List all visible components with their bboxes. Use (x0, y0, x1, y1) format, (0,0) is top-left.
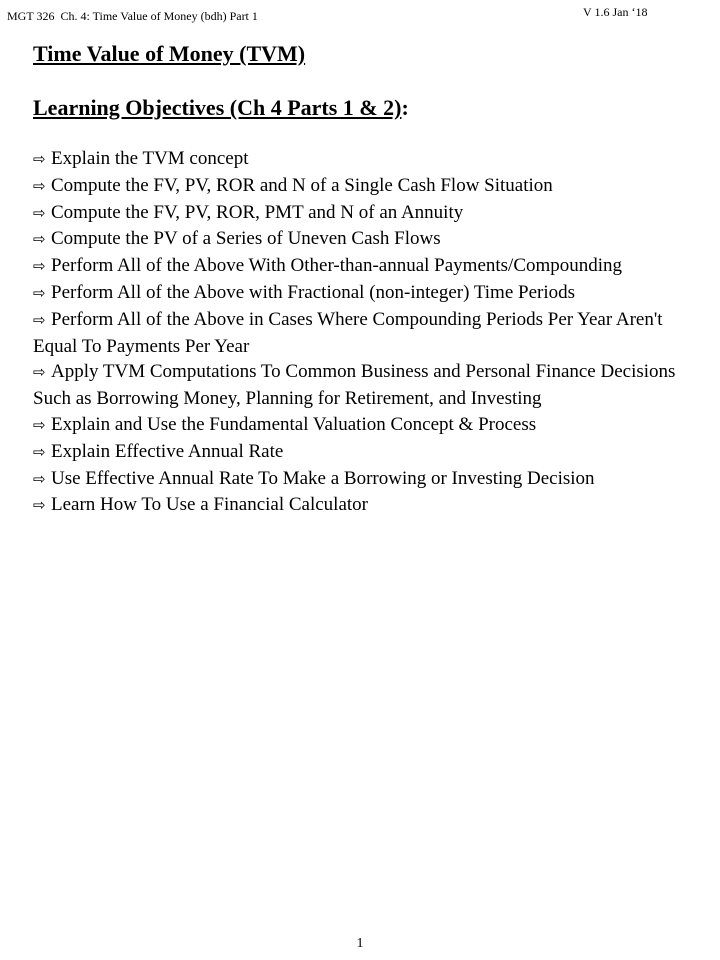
list-item (33, 253, 703, 280)
list-item (33, 280, 703, 307)
right-arrow-outline-icon: ⇨ (33, 310, 46, 329)
right-arrow-outline-icon: ⇨ (33, 496, 46, 515)
right-arrow-outline-icon: ⇨ (33, 469, 46, 488)
list-item (33, 226, 703, 253)
heading-colon: : (401, 95, 409, 120)
objective-text: Compute the FV, PV, ROR, PMT and N of an Annuity (51, 201, 464, 223)
objective-text: Compute the FV, PV, ROR and N of a Single Cash Flow Situation (51, 174, 553, 196)
list-item (33, 200, 703, 227)
list-item (33, 412, 703, 439)
objective-text: Explain Effective Annual Rate (51, 440, 284, 462)
list-item (33, 439, 703, 466)
right-arrow-outline-icon: ⇨ (33, 363, 46, 382)
list-item (33, 173, 703, 200)
objective-text: Apply TVM Computations To Common Business and Personal Finance Decisions Such as Borrowing Money, Planning for Retirement, and Investing (33, 361, 676, 410)
objective-text: Use Effective Annual Rate To Make a Borrowing or Investing Decision (51, 467, 595, 489)
right-arrow-outline-icon: ⇨ (33, 257, 46, 276)
right-arrow-outline-icon: ⇨ (33, 176, 46, 195)
right-arrow-outline-icon: ⇨ (33, 230, 46, 249)
list-item (33, 466, 703, 493)
learning-objectives-heading (33, 94, 703, 122)
slide-content (33, 40, 703, 519)
objective-text: Perform All of the Above with Fractional (non-integer) Time Periods (51, 281, 576, 303)
objective-text: Learn How To Use a Financial Calculator (51, 494, 368, 516)
right-arrow-outline-icon: ⇨ (33, 415, 46, 434)
objectives-list (33, 146, 703, 519)
list-item (33, 146, 703, 173)
page-title: Time Value of Money (TVM) (33, 41, 306, 66)
right-arrow-outline-icon: ⇨ (33, 442, 46, 461)
objective-text: Explain the TVM concept (51, 148, 249, 169)
list-item (33, 307, 703, 360)
objective-text: Explain and Use the Fundamental Valuation Concept & Process (51, 413, 537, 435)
objective-text: Perform All of the Above in Cases Where Compounding Periods Per Year Aren't Equal To Payments Per Year (33, 308, 663, 357)
list-item (33, 359, 703, 412)
right-arrow-outline-icon: ⇨ (33, 150, 46, 168)
page-number: 1 (356, 936, 364, 951)
header-version: V 1.6 Jan ‘18 (583, 5, 648, 19)
objective-text: Compute the PV of a Series of Uneven Cash Flows (51, 228, 441, 250)
header-course-title: MGT 326 Ch. 4: Time Value of Money (bdh) Part 1 (7, 9, 258, 23)
right-arrow-outline-icon: ⇨ (33, 283, 46, 302)
list-item (33, 492, 703, 519)
right-arrow-outline-icon: ⇨ (33, 203, 46, 222)
objective-text: Perform All of the Above With Other-than-annual Payments/Compounding (51, 255, 623, 277)
learning-objectives-heading-text: Learning Objectives (Ch 4 Parts 1 & 2) (33, 95, 402, 120)
